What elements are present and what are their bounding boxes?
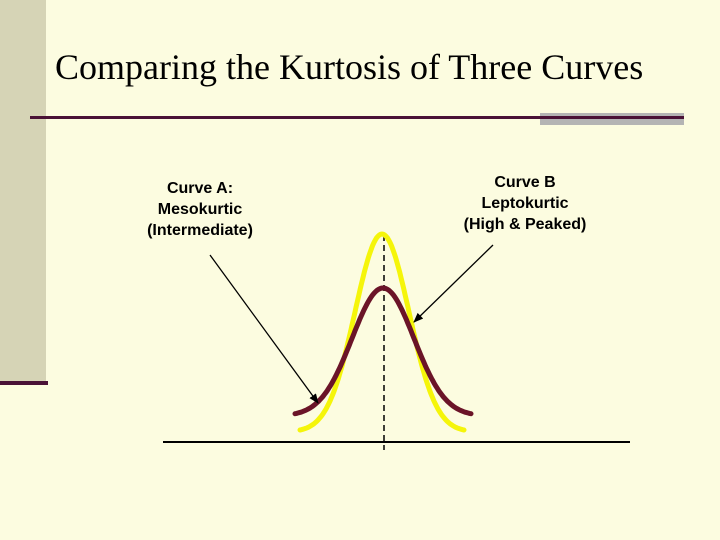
curve-a-label-line3: (Intermediate) (147, 222, 253, 239)
curve-a-mesokurtic (295, 288, 471, 414)
curve-b-label-line2: Leptokurtic (481, 195, 569, 212)
curve-a-arrow (210, 255, 318, 403)
curve-b-arrow (414, 245, 493, 322)
curve-a-label-line2: Mesokurtic (157, 201, 243, 218)
slide-title: Comparing the Kurtosis of Three Curves (55, 47, 644, 87)
curve-b-leptokurtic (300, 234, 464, 430)
curve-a-label-line1: Curve A: (166, 180, 234, 197)
curve-b-label-line3: (High & Peaked) (463, 216, 587, 233)
curve-b-label-line1: Curve B (494, 174, 556, 191)
